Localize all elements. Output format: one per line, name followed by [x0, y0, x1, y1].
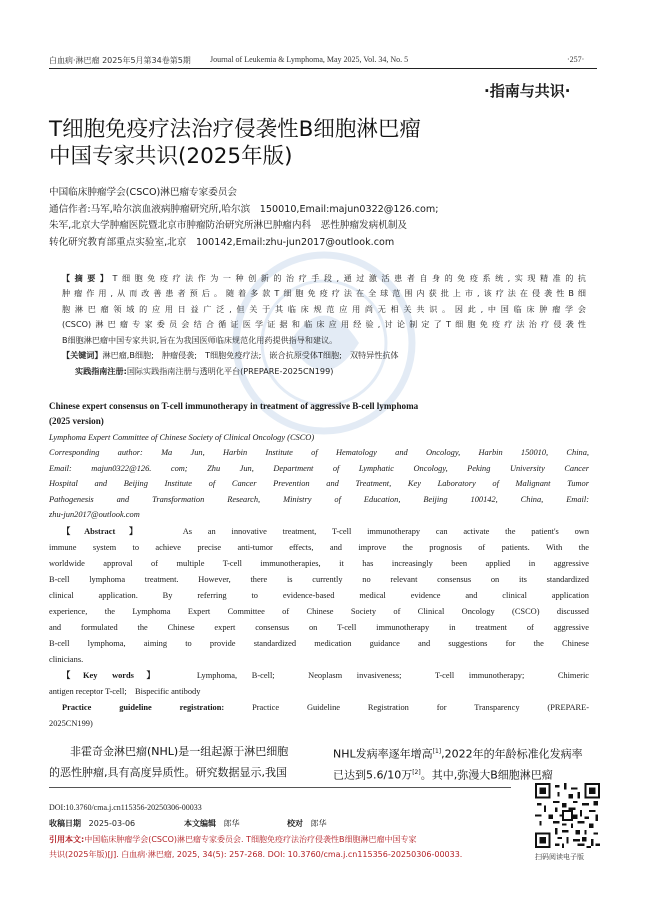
english-registration-line-1 — [62, 700, 589, 715]
english-abstract-text: As an innovative treatment, T-cell immunotherapy can activate the patient's own — [182, 527, 590, 536]
affiliation-line: 转化研究教育部重点实验室,北京 100142,Email:zhu-jun2017@outlook.com — [49, 237, 395, 248]
title-line-1: T细胞免疫疗法治疗侵袭性B细胞淋巴瘤 — [49, 117, 421, 142]
english-abstract-line: experience, the Lymphoma Expert Committee of Chinese Society of Clinical Oncology (CSCO) discussed — [49, 607, 589, 616]
english-registration-label: Practice guideline registration: — [62, 703, 225, 712]
editor-label: 本文编辑 — [184, 819, 216, 828]
cite-label: 引用本文: — [49, 835, 85, 844]
english-corr-line: Hospital and Beijing Institute of Cancer Prevention and Treatment, Key Laboratory of Malignant Tumor — [49, 479, 589, 488]
abstract-cn-line: 肿瘤作用,从而改善患者预后。随着多款T细胞免疫疗法在全球范围内获批上市,该疗法在侵袭性B细 — [62, 288, 586, 298]
abstract-cn-line: B细胞淋巴瘤中国专家共识,旨在为我国医师临床规范化用药提供指导和建议。 — [62, 335, 338, 345]
english-keywords: Lymphoma, B-cell; Neoplasm invasiveness; T-cell immunotherapy; Chimeric — [196, 671, 589, 680]
english-abstract-line: and formulated the Chinese expert consensus on T-cell immunotherapy in treatment of aggressive — [49, 623, 589, 632]
abstract-cn-line-1 — [62, 271, 586, 286]
running-header-cn: 白血病·淋巴瘤 2025年5月第34卷第5期 — [49, 56, 191, 65]
received-label: 收稿日期 — [49, 819, 81, 828]
keywords-cn: 淋巴瘤,B细胞; 肿瘤侵袭; T细胞免疫疗法; 嵌合抗原受体T细胞; 双特异性抗体 — [102, 350, 399, 360]
registration-cn-label: 实践指南注册: — [75, 366, 127, 376]
citation-ref[interactable]: [2] — [412, 769, 421, 776]
received-row — [49, 816, 135, 831]
english-abstract-line: B-cell lymphoma treatment. However, there is currently no relevant consensus on its standardized — [49, 575, 589, 584]
english-corr-line: zhu-jun2017@outlook.com — [49, 510, 140, 519]
editor-row — [184, 816, 240, 831]
section-tag: ·指南与共识· — [484, 82, 571, 100]
english-abstract-line: worldwide approval of multiple T-cell immunotherapies, it has increasingly been applied in aggressive — [49, 559, 589, 568]
english-corr-line: Corresponding author: Ma Jun, Harbin Institute of Hematology and Oncology, Harbin 150010, China, — [49, 448, 589, 457]
affiliation-line: 朱军,北京大学肿瘤医院暨北京市肿瘤防治研究所淋巴肿瘤内科 恶性肿瘤发病机制及 — [49, 220, 408, 231]
english-committee: Lymphoma Expert Committee of Chinese Society of Clinical Oncology (CSCO) — [49, 433, 315, 442]
abstract-cn-line: (CSCO)淋巴瘤专家委员会结合循证医学证据和临床应用经验,讨论制定了T细胞免疫疗法治疗侵袭性 — [62, 319, 586, 329]
affiliation-line: 通信作者:马军,哈尔滨血液病肿瘤研究所,哈尔滨 150010,Email:majun0322@126.com; — [49, 204, 439, 215]
title-line-2: 中国专家共识(2025年版) — [49, 144, 293, 169]
body-left-line-2: 的恶性肿瘤,具有高度异质性。研究数据显示,我国 — [49, 766, 287, 779]
english-corr-line: Email: majun0322@126. com; Zhu Jun, Department of Lymphatic Oncology, Peking University Cancer — [49, 464, 589, 473]
keywords-cn-label: 【关键词】 — [62, 350, 103, 360]
body-right-line-2: 已达到5.6/10万[2]。其中,弥漫大B细胞淋巴瘤 — [333, 768, 553, 782]
abstract-cn-text: T细胞免疫疗法作为一种创新的治疗手段,通过激活患者自身的免疫系统,实现精准的抗 — [112, 273, 586, 283]
running-header-en: Journal of Leukemia & Lymphoma, May 2025, Vol. 34, No. 5 — [210, 55, 409, 64]
abstract-cn-label: 【摘要】 — [62, 273, 113, 283]
abstract-cn-line: 胞淋巴瘤领域的应用日益广泛,但关于其临床规范应用尚无相关共识。因此,中国临床肿瘤学会 — [62, 304, 586, 314]
cite-text: 中国临床肿瘤学会(CSCO)淋巴瘤专家委员会. T细胞免疫疗法治疗侵袭性B细胞淋巴瘤中国专家 — [84, 835, 417, 844]
english-abstract-label: 【Abstract】 — [62, 527, 152, 536]
header-rule — [49, 68, 597, 69]
body-right-line-1: NHL发病率逐年增高[1],2022年的年龄标准化发病率 — [333, 747, 583, 761]
english-title-line-1: Chinese expert consensus on T-cell immunotherapy in treatment of aggressive B-cell lymphoma — [49, 401, 419, 411]
proof-name: 郎华 — [310, 819, 327, 828]
qr-caption: 扫码阅读电子版 — [535, 853, 584, 861]
cite-line-2: 共识(2025年版)[J]. 白血病·淋巴瘤, 2025, 34(5): 257-268. DOI: 10.3760/cma.j.cn115356-20250306-00033. — [49, 850, 463, 859]
english-corr-line: Pathogenesis and Transformation Research, Ministry of Education, Beijing 100142, China, Email: — [49, 495, 589, 504]
body-left-line-1: 非霍奇金淋巴瘤(NHL)是一组起源于淋巴细胞 — [70, 745, 289, 758]
english-registration-line: 2025CN199) — [49, 719, 93, 728]
qr-code-icon[interactable] — [535, 783, 600, 848]
proof-row — [287, 816, 327, 831]
english-abstract-line: immune system to achieve precise anti-tumor effects, and improve the prognosis of patients. With the — [49, 543, 589, 552]
keywords-cn-row — [62, 348, 399, 363]
english-abstract-line: B-cell lymphoma, aiming to provide standardized medication guidance and suggestions for the Chinese — [49, 639, 589, 648]
authors: 中国临床肿瘤学会(CSCO)淋巴瘤专家委员会 — [49, 187, 238, 198]
registration-cn-row — [75, 364, 333, 379]
proof-label: 校对 — [287, 819, 303, 828]
doi: DOI:10.3760/cma.j.cn115356-20250306-00033 — [49, 803, 202, 812]
english-abstract-line: clinical application. By referring to evidence-based medical evidence and clinical application — [49, 591, 589, 600]
english-keywords-line: antigen receptor T-cell; Bispecific antibody — [49, 687, 201, 696]
english-title-line-2: (2025 version) — [49, 416, 104, 426]
registration-cn: 国际实践指南注册与透明化平台(PREPARE-2025CN199) — [126, 366, 334, 376]
editor-name: 郎华 — [223, 819, 240, 828]
english-keywords-line-1 — [62, 668, 589, 683]
english-abstract-line-1 — [62, 524, 589, 539]
page-number: ·257· — [567, 55, 585, 64]
english-keywords-label: 【Key words】 — [62, 671, 168, 680]
cite-line-1 — [49, 832, 416, 847]
received-date: 2025-03-06 — [88, 819, 136, 828]
footer-rule — [49, 787, 511, 788]
citation-ref[interactable]: [1] — [432, 748, 442, 755]
english-abstract-line: clinicians. — [49, 655, 84, 664]
english-registration: Practice Guideline Registration for Transparency (PREPARE- — [252, 703, 589, 712]
